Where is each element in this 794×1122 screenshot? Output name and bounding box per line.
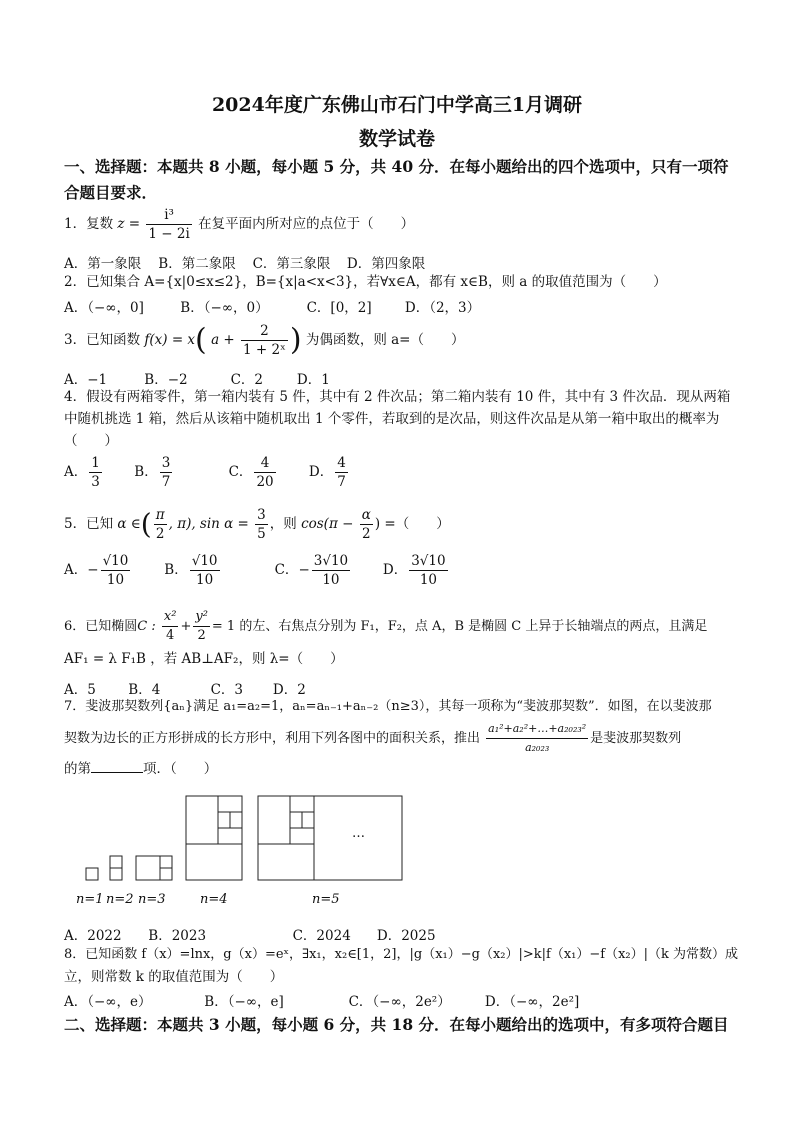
q2-option-b: B．（−∞，0）	[180, 300, 269, 316]
q3-option-c: C．2	[230, 372, 264, 388]
q5-option-c: C．− $\frac{3√10}{10}$	[274, 553, 349, 588]
question-4-line-3: （ ）	[64, 433, 118, 449]
question-7-line-2: 契数为边长的正方形拼成的长方形中，利用下列各图中的面积关系，推出 $\frac{\text{a₁²+a₂²+…+a₂₀₂₃²}}{\text{a₂₀₂₃}}$ 是斐波那契数列	[64, 722, 682, 754]
q6-option-a: A．5	[64, 682, 96, 698]
q2-option-d: D．（2，3）	[404, 300, 481, 316]
q2-option-c: C．[0，2]	[306, 300, 372, 316]
q2-option-a: A．（−∞，0]	[64, 300, 144, 316]
q1-option-d: D．第四象限	[346, 256, 426, 272]
q7-option-c: C．2024	[292, 928, 351, 944]
q4-option-b: B． $\frac{3}{7}$	[134, 455, 171, 490]
question-3: 3．已知函数 f(x) = x( a + $\frac{2}{\text{1 + 2ˣ}}$ ) 为偶函数，则 a=（ ）	[64, 322, 465, 358]
q3-options	[64, 368, 330, 388]
q4-option-d: D． $\frac{4}{7}$	[308, 455, 346, 490]
q5-option-b: B． $\frac{√10}{10}$	[164, 553, 218, 588]
q8-option-a: A．（−∞，e）	[64, 994, 152, 1010]
question-6-line-1: 6．已知椭圆C : $\frac{\text{x²}}{4}$ + $\frac{\text{y²}}{2}$ = 1 的左、右焦点分别为 F₁，F₂，点 A，B 是椭圆 C 上异于长轴端点的两点，且满足	[64, 609, 708, 643]
q4-option-c: C． $\frac{4}{20}$	[228, 455, 274, 490]
q7-option-a: A．2022	[64, 928, 122, 944]
question-7-line-3: 的第 项．（ ）	[64, 761, 218, 777]
answer-blank	[91, 772, 143, 773]
q2-options	[64, 296, 480, 316]
q1-option-c: C．第三象限	[252, 256, 331, 272]
exam-title: 2024年度广东佛山市石门中学高三1月调研	[211, 94, 583, 116]
q8-option-c: C．（−∞，2e²）	[348, 994, 451, 1010]
q3-fraction: $\frac{2}{\text{1 + 2ˣ}}$	[243, 323, 286, 358]
q1-fraction: $\frac{\text{i³}}{1 - 2i}$	[148, 207, 190, 242]
q1-option-a: A．第一象限	[64, 256, 142, 272]
fig-label-n4: n=4	[200, 892, 228, 907]
q8-option-d: D．（−∞，2e²]	[484, 994, 580, 1010]
q7-option-d: D．2025	[376, 928, 436, 944]
section-1-heading: 一、选择题：本题共 8 小题，每小题 5 分，共 40 分．在每小题给出的四个选项中，只有一项符合题目要求．	[64, 157, 729, 202]
question-7-line-1: 7．斐波那契数列{aₙ}满足 a₁=a₂=1，aₙ=aₙ₋₁+aₙ₋₂（n≥3），其每一项称为“斐波那契数”．如图，在以斐波那	[64, 699, 712, 714]
fig-label-n3: n=3	[138, 892, 166, 907]
q6-option-c: C．3	[210, 682, 244, 698]
fibonacci-rectangles-figure	[64, 788, 444, 884]
q4-option-a: A． $\frac{1}{3}$	[64, 455, 100, 490]
q3-option-a: A．−1	[64, 372, 108, 388]
exam-subtitle: 数学试卷	[358, 128, 435, 150]
question-2: 2．已知集合 A={x|0≤x≤2}，B={x|a<x<3}，若∀x∈A，都有 x∈B，则 a 的取值范围为（ ）	[64, 274, 667, 290]
q1-options	[64, 252, 425, 272]
question-8-line-2: 立，则常数 k 的取值范围为（ ）	[64, 969, 284, 985]
q5-options	[64, 552, 450, 589]
q6-options	[64, 678, 306, 698]
q6-option-d: D．2	[272, 682, 306, 698]
q3-option-d: D．1	[296, 372, 330, 388]
fig-n1-square	[86, 868, 98, 880]
q4-options	[64, 454, 350, 491]
fig-label-n5: n=5	[312, 892, 340, 907]
q5-option-a: A．− $\frac{√10}{10}$	[64, 553, 129, 588]
question-8-line-1: 8．已知函数 f（x）=lnx，g（x）=eˣ，∃x₁，x₂∈[1，2]，|g（x₁）−g（x₂）|>k|f（x₁）−f（x₂）|（k 为常数）成	[64, 947, 739, 962]
q1-option-b: B．第二象限	[158, 256, 236, 272]
q3-option-b: B．−2	[144, 372, 188, 388]
section-2-heading: 二、选择题：本题共 3 小题，每小题 6 分，共 18 分．在每小题给出的选项中，有多项符合题目	[64, 1015, 729, 1034]
fig-n4-rect	[186, 796, 242, 880]
q8-options	[64, 990, 579, 1010]
question-5: 5．已知 α ∈( $\frac{\pi}{2}$ , π), sin α = $\frac{3}{5}$ ，则 cos(π − $\frac{\alpha}{2}$ ) =（ ）	[64, 507, 450, 542]
q5-option-d: D． $\frac{3√10}{10}$	[382, 553, 446, 588]
q6-option-b: B．4	[128, 682, 161, 698]
fig-label-n1: n=1	[76, 892, 104, 907]
q7-option-b: B．2023	[148, 928, 207, 944]
question-4-line-1: 4．假设有两箱零件，第一箱内装有 5 件，其中有 2 件次品；第二箱内装有 10 件，其中有 3 件次品．现从两箱	[64, 389, 731, 405]
figure-ellipsis: …	[352, 826, 365, 841]
q7-options	[64, 924, 436, 944]
q8-option-b: B．（−∞，e]	[204, 994, 284, 1010]
question-1: 1．复数 z = $\frac{\text{i³}}{1 - 2i}$ 在复平面内所对应的点位于（ ）	[64, 207, 415, 242]
fig-n5-rect	[258, 796, 402, 880]
fig-label-n2: n=2	[106, 892, 134, 907]
question-6-line-2: AF₁ = λ F₁B ，若 AB⊥AF₂，则 λ=（ ）	[64, 651, 344, 667]
question-4-line-2: 中随机挑选 1 箱，然后从该箱中随机取出 1 个零件，若取到的是次品，则这件次品是从第一箱中取出的概率为	[64, 411, 720, 427]
